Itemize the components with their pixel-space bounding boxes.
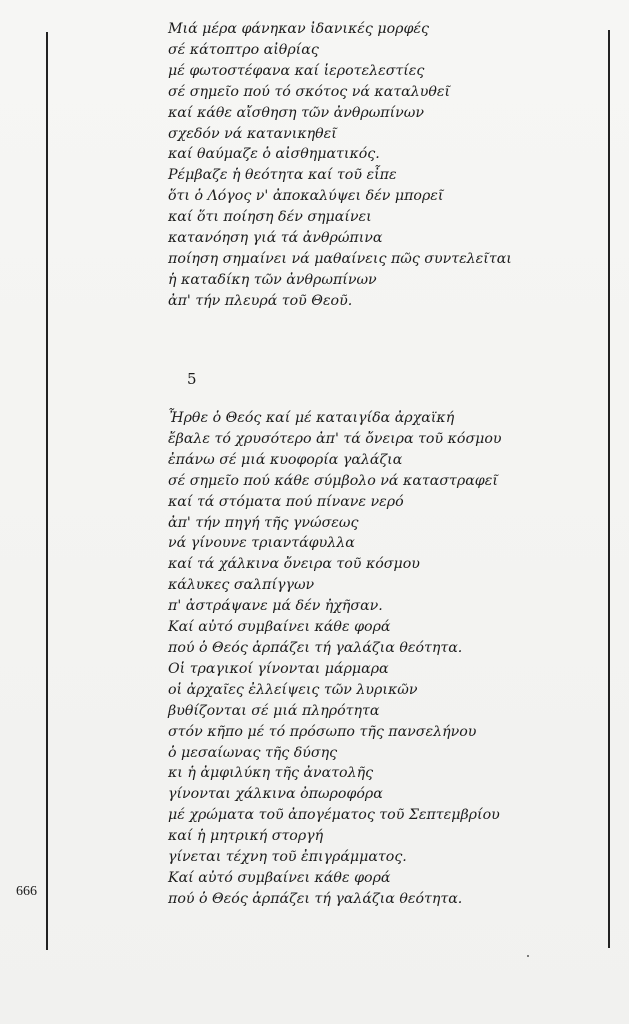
poem-line: Ρέμβαζε ἡ θεότητα καί τοῦ εἶπε xyxy=(168,167,397,184)
poem-line: καί κάθε αἴσθηση τῶν ἀνθρωπίνων xyxy=(168,104,424,121)
poem-line: ἀπ' τήν πηγή τῆς γνώσεως xyxy=(168,514,359,531)
poem-line: γίνεται τέχνη τοῦ ἐπιγράμματος. xyxy=(168,849,407,866)
poem-line: οἱ ἀρχαῖες ἐλλείψεις τῶν λυρικῶν xyxy=(168,681,418,698)
poem-line: καί τά χάλκινα ὄνειρα τοῦ κόσμου xyxy=(168,556,420,573)
poem-line: ὅτι ὁ Λόγος ν' ἀποκαλύψει δέν μπορεῖ xyxy=(168,188,444,205)
poem-line: Ἦρθε ὁ Θεός καί μέ καταιγίδα ἀρχαϊκή xyxy=(168,410,455,426)
poem-line: καί θαύμαζε ὁ αἰσθηματικός. xyxy=(168,146,380,163)
page-number: 666 xyxy=(16,884,37,899)
poem-line: σχεδόν νά κατανικηθεῖ xyxy=(168,125,337,142)
poem-stanza-bottom xyxy=(168,408,593,910)
poem-line: ἀπ' τήν πλευρά τοῦ Θεοῦ. xyxy=(168,292,353,309)
poem-line: μέ χρώματα τοῦ ἀπογέματος τοῦ Σεπτεμβρίου xyxy=(168,807,500,824)
poem-line: καί ἡ μητρική στοργή xyxy=(168,828,324,845)
poem-line: πού ὁ Θεός ἁρπάζει τή γαλάζια θεότητα. xyxy=(168,890,463,907)
poem-line: ἐπάνω σέ μιά κυοφορία γαλάζια xyxy=(168,451,403,468)
poem-line: ποίηση σημαίνει νά μαθαίνεις πῶς συντελεῖται xyxy=(168,250,512,267)
poem-stanza-top xyxy=(168,19,593,312)
poem-line: ἡ καταδίκη τῶν ἀνθρωπίνων xyxy=(168,271,377,288)
poem-line: βυθίζονται σέ μιά πληρότητα xyxy=(168,702,380,719)
section-number: 5 xyxy=(187,370,197,388)
poem-line: νά γίνουνε τριαντάφυλλα xyxy=(168,535,355,552)
poem-line: Καί αὐτό συμβαίνει κάθε φορά xyxy=(168,619,391,636)
poem-line: σέ σημεῖο πού τό σκότος νά καταλυθεῖ xyxy=(168,83,451,100)
right-margin-rule xyxy=(608,30,610,948)
poem-line: ἔβαλε τό χρυσότερο ἀπ' τά ὄνειρα τοῦ κόσμου xyxy=(168,430,502,447)
poem-line: καί ὅτι ποίηση δέν σημαίνει xyxy=(168,209,372,226)
poem-line: Οἱ τραγικοί γίνονται μάρμαρα xyxy=(168,660,389,677)
poem-line: Μιά μέρα φάνηκαν ἰδανικές μορφές xyxy=(168,21,429,37)
poem-line: πού ὁ Θεός ἁρπάζει τή γαλάζια θεότητα. xyxy=(168,639,463,656)
poem-line: καί τά στόματα πού πίνανε νερό xyxy=(168,493,404,510)
poem-line: Καί αὐτό συμβαίνει κάθε φορά xyxy=(168,869,391,886)
poem-line: ὁ μεσαίωνας τῆς δύσης xyxy=(168,744,338,761)
poem-line: σέ κάτοπτρο αἰθρίας xyxy=(168,41,319,58)
poem-line: σέ σημεῖο πού κάθε σύμβολο νά καταστραφεῖ xyxy=(168,472,498,489)
poem-line: γίνονται χάλκινα ὀπωροφόρα xyxy=(168,786,383,803)
poem-line: μέ φωτοστέφανα καί ἱεροτελεστίες xyxy=(168,62,425,79)
poem-line: στόν κῆπο μέ τό πρόσωπο τῆς πανσελήνου xyxy=(168,723,477,740)
poem-line: κατανόηση γιά τά ἀνθρώπινα xyxy=(168,230,383,247)
left-margin-rule xyxy=(46,32,48,950)
poem-line: π' ἀστράψανε μά δέν ἠχῆσαν. xyxy=(168,598,383,615)
poem-line: κι ἡ ἀμφιλύκη τῆς ἀνατολῆς xyxy=(168,765,374,782)
paper-speck xyxy=(527,955,529,957)
poem-line: κάλυκες σαλπίγγων xyxy=(168,577,315,594)
